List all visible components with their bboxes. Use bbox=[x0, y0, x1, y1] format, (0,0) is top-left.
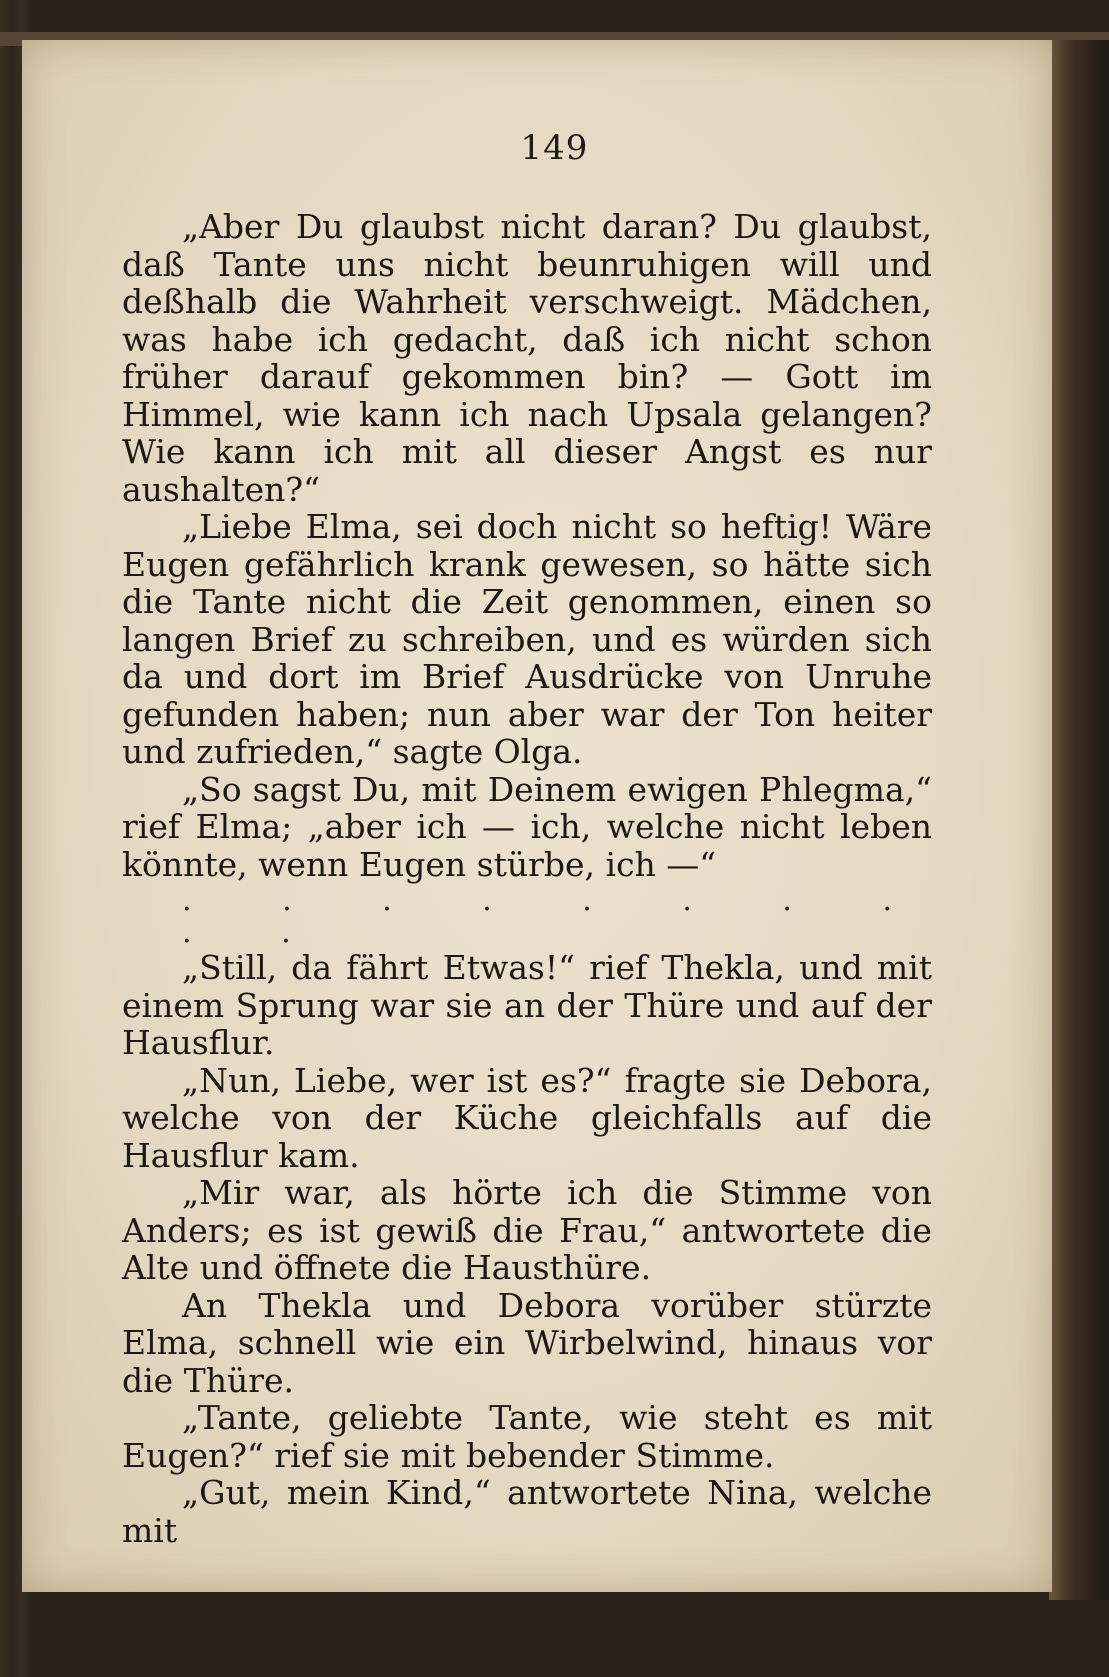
paragraph-3: „So sagst Du, mit Deinem ewigen Phlegma,“ rief Elma; „aber ich — ich, welche nicht leben könnte, wenn Eugen stürbe, ich —“ bbox=[122, 769, 932, 884]
paragraph-8: „Tante, geliebte Tante, wie steht es mit Eugen?“ rief sie mit bebender Stimme. bbox=[122, 1398, 932, 1475]
paragraph-6: „Mir war, als hörte ich die Stimme von Anders; es ist gewiß die Frau,“ antwortete die Alte und öffnete die Hausthüre. bbox=[122, 1173, 932, 1287]
paragraph-2: „Liebe Elma, sei doch nicht so heftig! Wäre Eugen gefährlich krank gewesen, so hätte sich die Tante nicht die Zeit genommen, einen so langen Brief zu schreiben, und es würden sich da und dort im Brief Ausdrücke von Unruhe gefunden haben; nun aber war der Ton heiter und zufrieden,“ sagte Olga. bbox=[122, 507, 932, 771]
paragraph-5: „Nun, Liebe, wer ist es?“ fragte sie Debora, welche von der Küche gleichfalls auf die Hausflur kam. bbox=[122, 1060, 932, 1175]
page-text bbox=[122, 208, 932, 1549]
book-cover-edge bbox=[1049, 40, 1109, 1600]
paragraph-7: An Thekla und Debora vorüber stürzte Elma, schnell wie ein Wirbelwind, hinaus vor die Thüre. bbox=[122, 1285, 932, 1400]
section-separator: . . . . . . . . . . bbox=[182, 883, 932, 950]
page-number: 149 bbox=[520, 128, 589, 168]
paragraph-9: „Gut, mein Kind,“ antwortete Nina, welche mit bbox=[122, 1473, 932, 1550]
paragraph-1: „Aber Du glaubst nicht daran? Du glaubst, daß Tante uns nicht beunruhigen will und deßhalb die Wahrheit verschweigt. Mädchen, was habe ich gedacht, daß ich nicht schon früher darauf gekommen bin? — Gott im Himmel, wie kann ich nach Upsala gelangen? Wie kann ich mit all dieser Angst es nur aushalten?“ bbox=[122, 207, 932, 509]
paragraph-4: „Still, da fährt Etwas!“ rief Thekla, und mit einem Sprung war sie an der Thüre und auf der Hausflur. bbox=[122, 948, 932, 1062]
